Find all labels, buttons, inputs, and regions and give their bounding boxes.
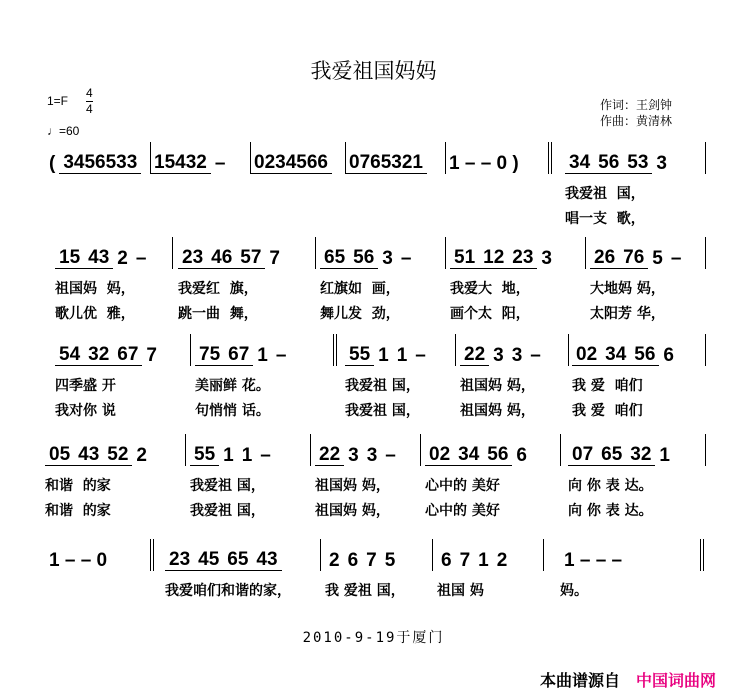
note-group: –	[530, 345, 541, 366]
note-group: 34	[565, 153, 594, 174]
measure	[460, 340, 545, 424]
measure	[320, 243, 415, 327]
lyric-line: 跳一曲 舞，	[178, 306, 258, 322]
measure	[565, 148, 671, 232]
measure	[45, 148, 141, 182]
measure	[572, 340, 678, 424]
measure	[425, 440, 531, 524]
bar-line	[315, 237, 316, 269]
final-bar-line	[700, 539, 706, 571]
measure	[315, 440, 400, 524]
bar-line	[585, 237, 586, 269]
bar-line	[250, 142, 251, 174]
repeat-bar-line	[150, 539, 156, 571]
measure-notes	[45, 440, 151, 466]
bar-line	[705, 334, 706, 366]
lyric-line: 我对你 说	[55, 403, 116, 419]
note-group: 55	[345, 345, 374, 366]
note-group: –	[400, 248, 412, 269]
measure-notes	[590, 243, 685, 269]
measure	[345, 340, 430, 424]
lyric-line: 我爱大 地，	[450, 281, 530, 297]
lyric-line: 我爱祖 国，	[345, 403, 420, 419]
measure	[445, 148, 523, 182]
note-group: 1 – – –	[564, 550, 623, 571]
lyric-line: 我爱祖 国，	[345, 378, 420, 394]
note-group: 56	[630, 345, 659, 366]
time-sig-bottom: 4	[86, 102, 93, 116]
measure-notes	[55, 340, 161, 366]
note-group: 57	[236, 248, 265, 269]
note-group: 7	[366, 550, 377, 571]
bar-line	[432, 539, 433, 571]
note-group: 02	[425, 445, 454, 466]
repeat-bar-line	[548, 142, 554, 174]
note-group: 1	[241, 445, 253, 466]
note-group: –	[415, 345, 426, 366]
song-title: 我爱祖国妈妈	[310, 59, 437, 83]
measure	[55, 243, 150, 327]
repeat-bar-line	[333, 334, 339, 366]
bar-line	[445, 142, 446, 174]
measure-notes	[460, 340, 545, 366]
measure	[560, 545, 626, 604]
measure	[590, 243, 685, 327]
bar-line	[445, 237, 446, 269]
note-group: 7	[269, 248, 280, 269]
note-group: 05	[45, 445, 74, 466]
measure-notes	[325, 545, 405, 571]
quarter-note-icon: ♩	[47, 124, 59, 138]
note-group: 12	[479, 248, 508, 269]
measure-notes	[195, 340, 290, 366]
bar-line	[455, 334, 456, 366]
lyric-line: 和谐 的家	[45, 478, 111, 494]
note-group: 7	[146, 345, 157, 366]
bar-line	[150, 142, 151, 174]
note-group: 23	[165, 550, 194, 571]
note-group: 6	[347, 550, 359, 571]
note-group: 1	[378, 345, 389, 366]
lyric-line: 我 爱 咱们	[572, 403, 643, 419]
lyric-line: 歌儿优 雅，	[55, 306, 135, 322]
note-group: 23	[508, 248, 537, 269]
note-group: 22	[315, 445, 344, 466]
measure-notes	[45, 545, 111, 571]
lyric-line: 太阳芳 华，	[590, 306, 665, 322]
note-group: 32	[84, 345, 113, 366]
note-group: 15	[55, 248, 84, 269]
note-group: 3	[382, 248, 393, 269]
note-group: 1	[223, 445, 234, 466]
lyric-line: 向 你 表 达。	[568, 503, 653, 519]
note-group: 22	[460, 345, 489, 366]
measure-notes	[565, 148, 671, 174]
note-group: 3	[493, 345, 504, 366]
bar-line	[705, 142, 706, 174]
key-signature: 1=F	[47, 94, 69, 108]
note-group: 3	[656, 153, 667, 174]
lyric-line: 向 你 表 达。	[568, 478, 653, 494]
measure-notes	[178, 243, 284, 269]
lyric-line: 我爱咱们和谐的家，	[165, 583, 291, 599]
note-group: 2	[496, 550, 508, 571]
measure-notes	[165, 545, 291, 571]
note-group: 32	[626, 445, 655, 466]
bar-line	[172, 237, 173, 269]
lyric-line: 祖国妈 妈，	[315, 503, 390, 519]
note-group: 02	[572, 345, 601, 366]
note-group: 45	[194, 550, 223, 571]
note-group: 2	[117, 248, 128, 269]
note-group: 76	[619, 248, 648, 269]
bar-line	[345, 142, 346, 174]
tempo-marking	[47, 124, 79, 138]
note-group: 43	[84, 248, 113, 269]
note-group: 56	[349, 248, 378, 269]
note-group: 1	[396, 345, 408, 366]
note-group: 2	[329, 550, 340, 571]
bar-line	[310, 434, 311, 466]
note-group: –	[260, 445, 271, 466]
measure	[178, 243, 284, 327]
measure-notes	[345, 148, 427, 174]
note-group: 0234566	[250, 153, 332, 174]
measure-notes	[45, 148, 141, 174]
measure-notes	[568, 440, 674, 466]
lyric-line: 妈。	[560, 583, 588, 599]
note-group: 1 – – 0 )	[449, 153, 519, 174]
lyric-line: 我爱祖 国，	[565, 186, 645, 202]
lyric-line: 红旗如 画，	[320, 281, 400, 297]
lyric-line: 画个太 阳，	[450, 306, 530, 322]
note-group: 1	[478, 550, 489, 571]
lyric-line: 句悄悄 话。	[195, 403, 270, 419]
note-group: –	[135, 248, 147, 269]
note-group: 56	[483, 445, 512, 466]
note-group: 3	[541, 248, 552, 269]
note-group: 52	[103, 445, 132, 466]
date-place: 2010-9-19于厦门	[302, 630, 445, 646]
lyric-line: 和谐 的家	[45, 503, 111, 519]
measure-notes	[560, 545, 626, 571]
note-group: 6	[663, 345, 674, 366]
measure-notes	[445, 148, 523, 174]
bar-line	[568, 334, 569, 366]
bar-line	[705, 434, 706, 466]
time-sig-top: 4	[86, 86, 93, 100]
lyric-line: 祖国 妈	[437, 583, 484, 599]
note-group: 46	[207, 248, 236, 269]
note-group: 43	[252, 550, 281, 571]
lyric-line: 我爱红 旗，	[178, 281, 258, 297]
note-group: 3	[366, 445, 378, 466]
note-group: 65	[597, 445, 626, 466]
measure	[325, 545, 405, 604]
note-group: 55	[190, 445, 219, 466]
note-group: 75	[195, 345, 224, 366]
composer: 作曲：黄清林	[600, 114, 673, 128]
note-group: 51	[450, 248, 479, 269]
note-group: –	[385, 445, 396, 466]
lyric-line: 祖国妈 妈，	[315, 478, 390, 494]
measure	[437, 545, 511, 604]
note-group: 56	[594, 153, 623, 174]
source-credit	[540, 668, 716, 691]
measure-notes	[150, 148, 229, 174]
note-group: 0765321	[345, 153, 427, 174]
measure	[190, 440, 275, 524]
lyric-line: 心中的 美好	[425, 503, 500, 519]
note-group: 67	[224, 345, 253, 366]
measure-notes	[425, 440, 531, 466]
lyric-line: 四季盛 开	[55, 378, 116, 394]
note-group: 23	[178, 248, 207, 269]
note-group: –	[214, 153, 226, 174]
note-group: 54	[55, 345, 84, 366]
measure	[45, 440, 151, 524]
note-group: 7	[459, 550, 471, 571]
source-brand-logo[interactable]: 中国词曲网	[636, 671, 717, 690]
measure-notes	[315, 440, 400, 466]
measure	[250, 148, 332, 182]
lyric-line: 祖国妈 妈，	[55, 281, 135, 297]
lyric-line: 美丽鲜 花。	[195, 378, 270, 394]
bar-line	[185, 434, 186, 466]
note-group: 53	[623, 153, 652, 174]
note-group: 34	[601, 345, 630, 366]
measure-notes	[190, 440, 275, 466]
lyric-line: 舞儿发 劲，	[320, 306, 400, 322]
note-group: 3456533	[59, 153, 141, 174]
note-group: 07	[568, 445, 597, 466]
bar-line	[320, 539, 321, 571]
measure	[568, 440, 674, 524]
measure	[45, 545, 111, 579]
lyric-line: 祖国妈 妈，	[460, 403, 535, 419]
measure-notes	[437, 545, 511, 571]
measure	[450, 243, 556, 327]
note-group: 34	[454, 445, 483, 466]
lyric-line: 心中的 美好	[425, 478, 500, 494]
tempo-value: =60	[59, 124, 80, 138]
measure-notes	[250, 148, 332, 174]
time-signature	[86, 86, 93, 117]
measure-notes	[345, 340, 430, 366]
note-group: 3	[511, 345, 523, 366]
note-group: 2	[136, 445, 147, 466]
lyricist: 作词：王剑钟	[600, 98, 673, 112]
credits	[600, 97, 672, 129]
measure-notes	[320, 243, 415, 269]
measure	[195, 340, 290, 424]
lyric-line: 唱一支 歌，	[565, 211, 645, 227]
note-group: 5	[652, 248, 663, 269]
measure	[150, 148, 229, 182]
source-label: 本曲谱源自	[540, 671, 621, 690]
note-group: 43	[74, 445, 103, 466]
note-group: 1	[659, 445, 670, 466]
note-group: –	[275, 345, 287, 366]
note-group: 6	[441, 550, 452, 571]
lyric-line: 我爱祖 国，	[190, 478, 265, 494]
measure-notes	[572, 340, 678, 366]
lyric-line: 祖国妈 妈，	[460, 378, 535, 394]
bar-line	[560, 434, 561, 466]
note-group: 3	[348, 445, 359, 466]
lyric-line: 我 爱 咱们	[572, 378, 643, 394]
note-group: 65	[223, 550, 252, 571]
measure-notes	[450, 243, 556, 269]
bar-line	[190, 334, 191, 366]
note-group: 1 – – 0	[49, 550, 108, 571]
note-group: (	[49, 153, 56, 174]
bar-line	[543, 539, 544, 571]
note-group: 5	[384, 550, 396, 571]
measure	[165, 545, 291, 604]
note-group: 15432	[150, 153, 211, 174]
measure	[55, 340, 161, 424]
note-group: 1	[257, 345, 268, 366]
note-group: 26	[590, 248, 619, 269]
measure	[345, 148, 427, 182]
note-group: 65	[320, 248, 349, 269]
measure-notes	[55, 243, 150, 269]
lyric-line: 我 爱祖 国，	[325, 583, 405, 599]
lyric-line: 我爱祖 国，	[190, 503, 265, 519]
bar-line	[705, 237, 706, 269]
note-group: –	[670, 248, 682, 269]
note-group: 67	[113, 345, 142, 366]
bar-line	[420, 434, 421, 466]
note-group: 6	[516, 445, 527, 466]
lyric-line: 大地妈 妈，	[590, 281, 665, 297]
